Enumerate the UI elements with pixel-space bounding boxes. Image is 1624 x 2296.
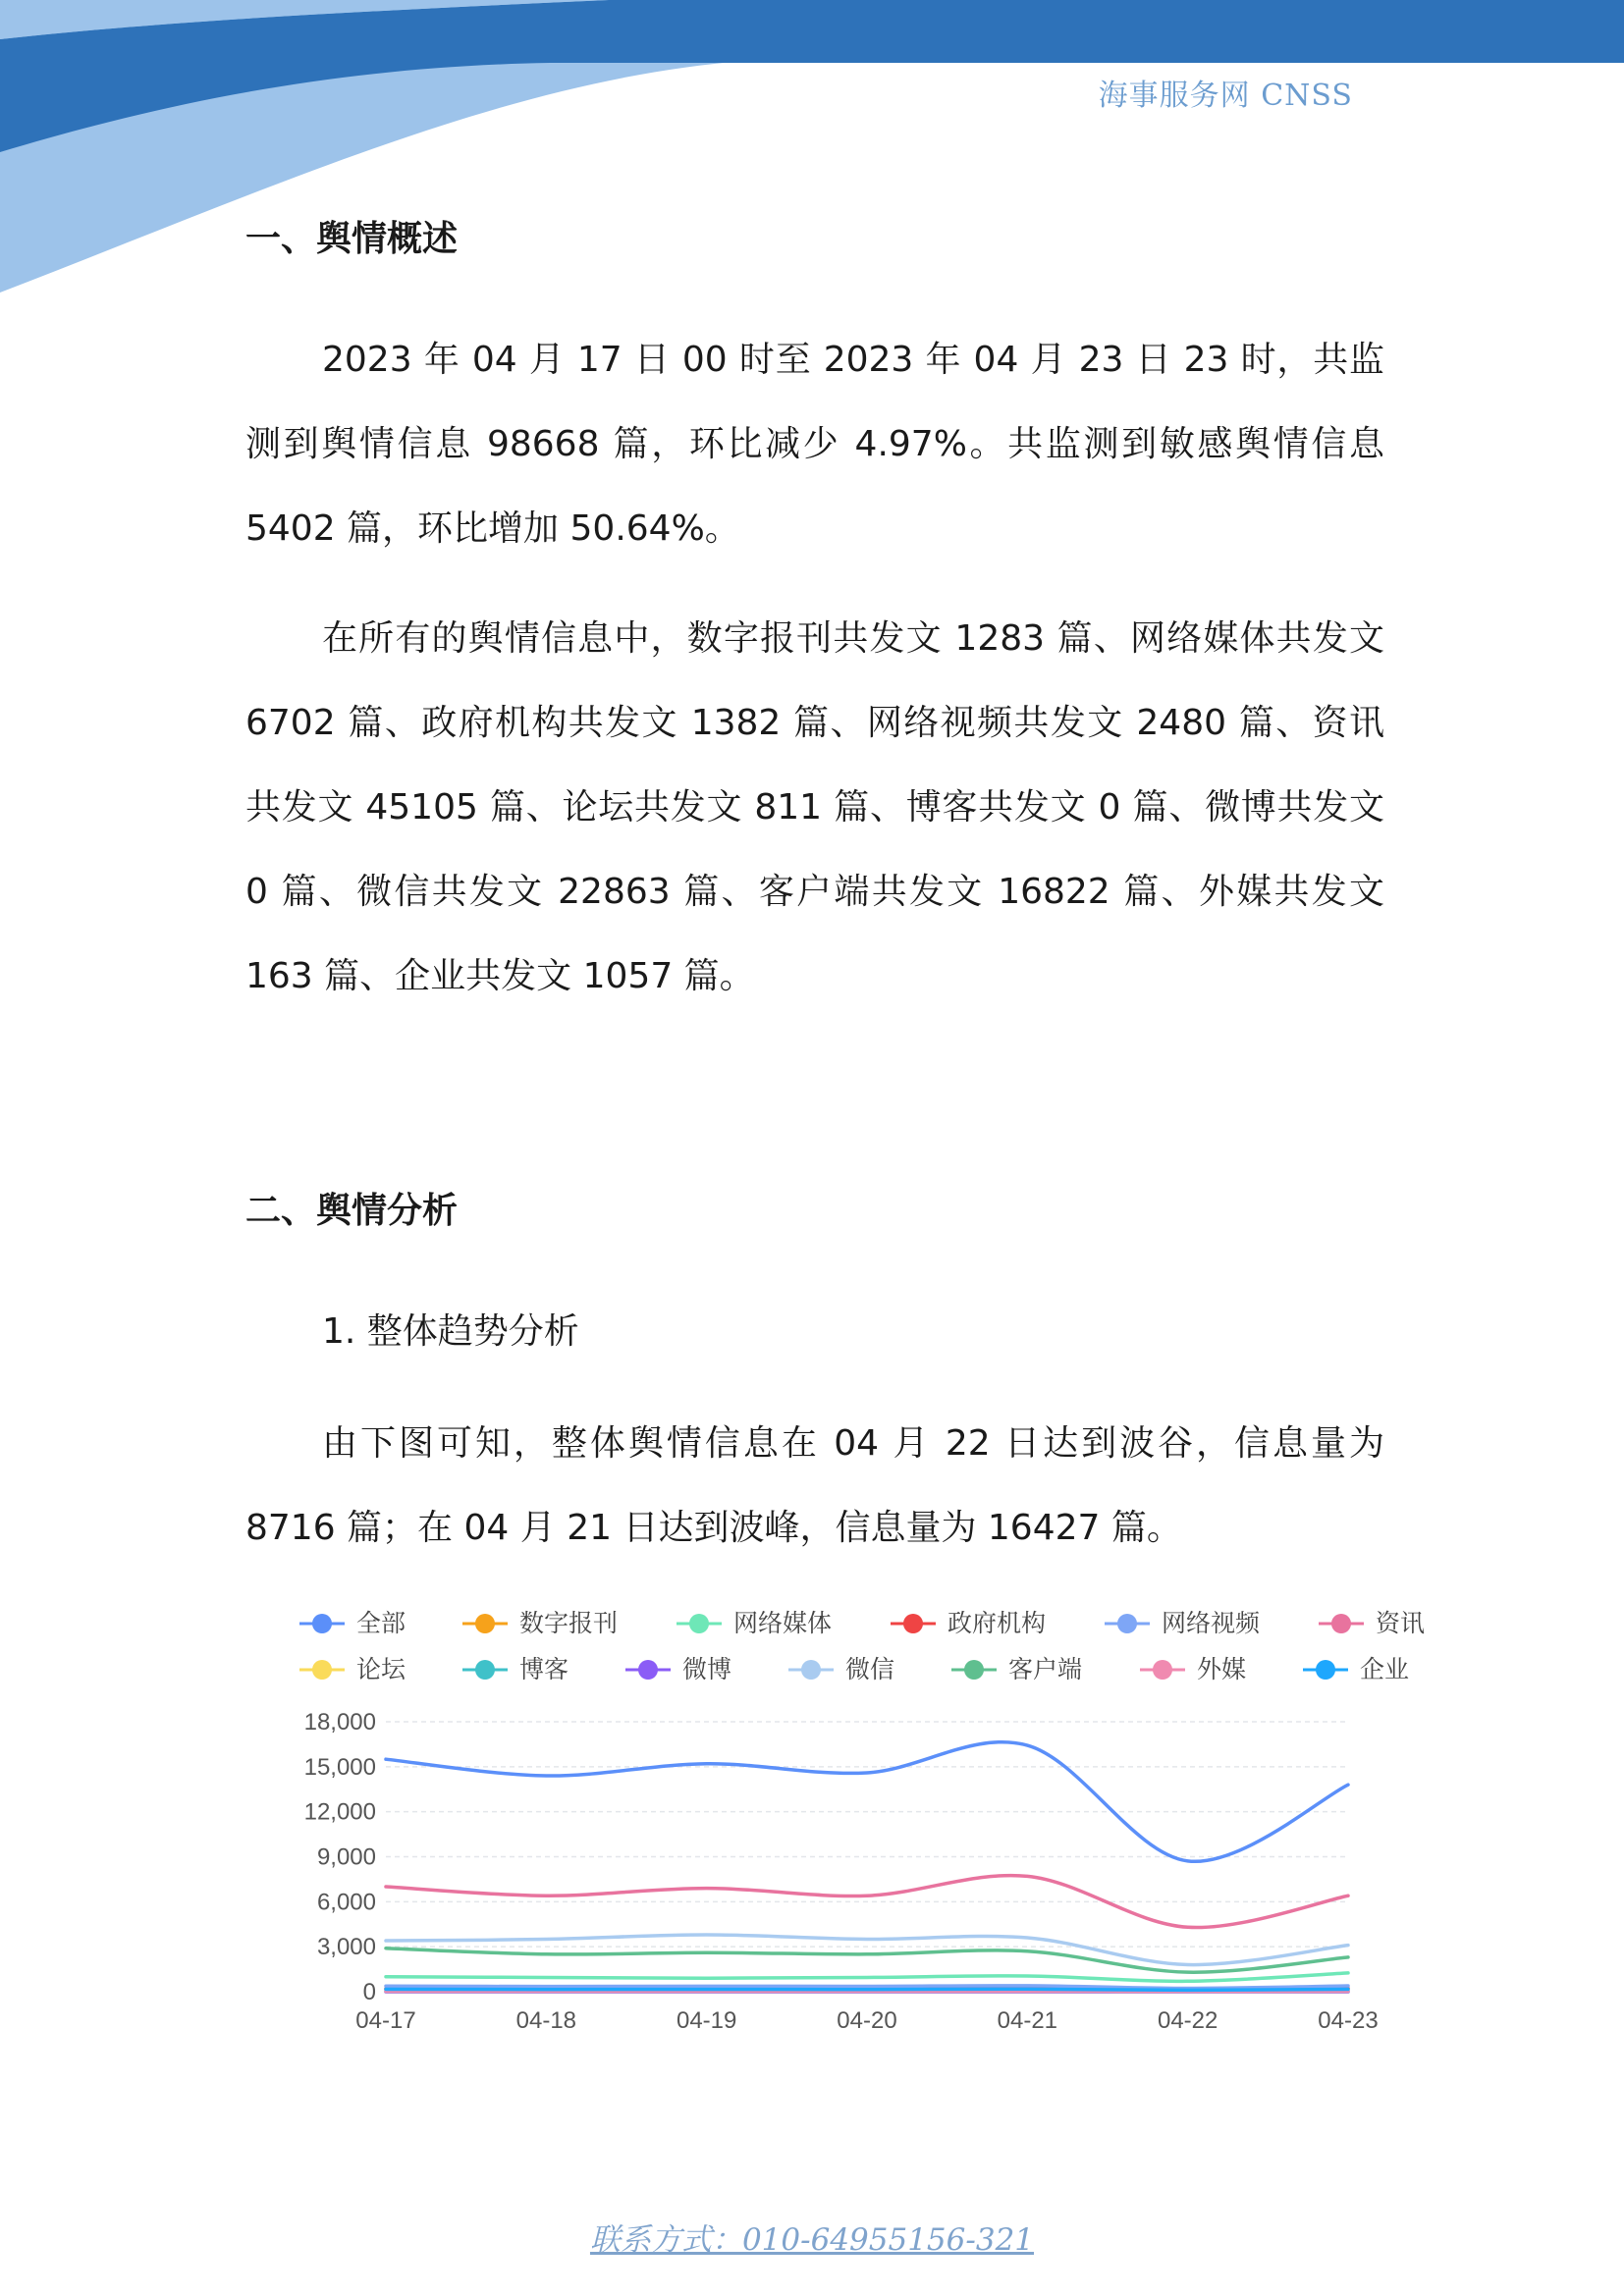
legend-label: 微信	[845, 1656, 895, 1683]
legend-label: 企业	[1360, 1656, 1410, 1683]
series-line-1	[386, 1742, 1348, 1862]
series-line-13	[386, 1989, 1348, 1990]
legend-label: 数字报刊	[519, 1610, 619, 1637]
legend-label: 网络媒体	[733, 1610, 833, 1637]
site-name: 海事服务网 CNSS	[1098, 79, 1353, 113]
legend-label: 资讯	[1376, 1610, 1426, 1637]
y-tick-label: 12,000	[303, 1798, 376, 1826]
x-tick-label: 04-22	[1157, 2007, 1218, 2034]
legend-marker	[475, 1614, 495, 1633]
legend-label: 论坛	[356, 1656, 406, 1683]
y-tick-label: 3,000	[316, 1934, 376, 1961]
legend-label: 微博	[682, 1656, 732, 1683]
x-tick-label: 04-17	[355, 2007, 416, 2034]
legend-marker	[638, 1660, 658, 1680]
legend-marker	[1153, 1660, 1172, 1680]
legend-marker	[1117, 1614, 1137, 1633]
section-2-paragraph-1: 由下图可知，整体舆情信息在 04 月 22 日达到波谷，信息量为 8716 篇；在 04 月 21 日达到波峰，信息量为 16427 篇。	[245, 1423, 1384, 1548]
section-1-paragraph-2: 在所有的舆情信息中，数字报刊共发文 1283 篇、网络媒体共发文 6702 篇、政府机构共发文 1382 篇、网络视频共发文 2480 篇、资讯共发文 45105 篇、论坛共发文 811 篇、博客共发文 0 篇、微博共发文 0 篇、微信共发文 22863 篇、客户端共发文 16822 篇、外媒共发文 163 篇、企业共发文 1057 篇。	[245, 618, 1384, 996]
legend-marker	[1316, 1660, 1335, 1680]
series-line-10	[386, 1935, 1348, 1965]
legend-marker	[689, 1614, 709, 1633]
section-2-subtitle: 1. 整体趋势分析	[322, 1311, 579, 1352]
legend-label: 全部	[356, 1610, 406, 1637]
legend-marker	[801, 1660, 821, 1680]
y-tick-label: 9,000	[316, 1843, 376, 1871]
x-tick-label: 04-23	[1318, 2007, 1379, 2034]
trend-line-chart	[265, 1590, 1426, 2061]
x-tick-label: 04-19	[676, 2007, 737, 2034]
legend-marker	[1331, 1614, 1351, 1633]
legend-marker	[312, 1660, 332, 1680]
x-tick-label: 04-21	[997, 2007, 1058, 2034]
legend-label: 博客	[519, 1656, 569, 1683]
document-body	[245, 206, 1384, 1596]
legend-marker	[475, 1660, 495, 1680]
section-2-title: 二、舆情分析	[245, 1191, 459, 1231]
y-tick-label: 0	[362, 1979, 376, 2005]
footer-contact[interactable]: 联系方式：010-64955156-321	[589, 2222, 1035, 2258]
x-tick-label: 04-18	[515, 2007, 577, 2034]
section-1-paragraph-1: 2023 年 04 月 17 日 00 时至 2023 年 04 月 23 日 23 时，共监测到舆情信息 98668 篇，环比减少 4.97%。共监测到敏感舆情信息 5402 篇，环比增加 50.64%。	[245, 340, 1384, 549]
y-tick-label: 18,000	[303, 1709, 376, 1735]
legend-marker	[964, 1660, 984, 1680]
y-tick-label: 6,000	[316, 1889, 376, 1916]
x-tick-label: 04-20	[837, 2007, 897, 2034]
legend-label: 外媒	[1197, 1656, 1247, 1683]
legend-label: 客户端	[1008, 1656, 1083, 1683]
series-line-11	[386, 1949, 1348, 1972]
y-tick-label: 15,000	[303, 1753, 376, 1781]
section-1-title: 一、舆情概述	[245, 219, 459, 259]
legend-marker	[312, 1614, 332, 1633]
series-line-3	[386, 1973, 1348, 1981]
legend-label: 政府机构	[947, 1610, 1047, 1637]
legend-marker	[903, 1614, 923, 1633]
legend-label: 网络视频	[1162, 1610, 1261, 1637]
